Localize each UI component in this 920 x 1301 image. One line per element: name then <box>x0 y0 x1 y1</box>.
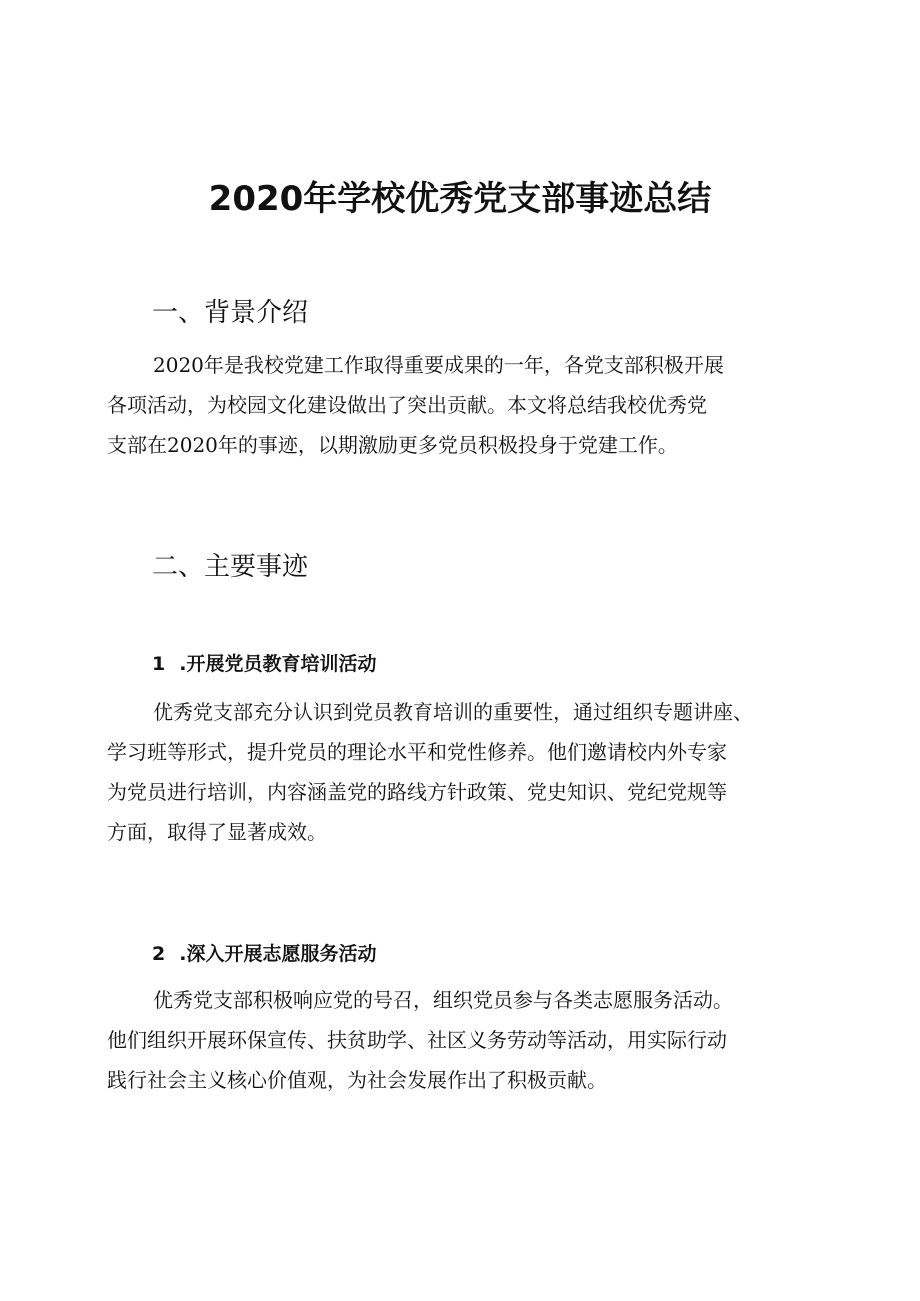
section-heading-main-deeds: 二、主要事迹 <box>152 552 309 582</box>
paragraph-line: 各项活动，为校园文化建设做出了突出贡献。本文将总结我校优秀党 <box>107 393 707 417</box>
paragraph-line: 方面，取得了显著成效。 <box>107 820 327 844</box>
paragraph-line: 学习班等形式，提升党员的理论水平和党性修养。他们邀请校内外专家 <box>107 740 727 764</box>
item-title: .开展党员教育培训活动 <box>179 653 377 675</box>
section-paragraph-background <box>107 345 724 465</box>
item-number: 2 <box>152 943 166 965</box>
item-heading-training <box>152 650 376 678</box>
document-title: 2020年学校优秀党支部事迹总结 <box>208 179 712 219</box>
item-title: .深入开展志愿服务活动 <box>179 943 377 965</box>
item-paragraph-volunteer <box>107 980 733 1100</box>
paragraph-line: 他们组织开展环保宣传、扶贫助学、社区义务劳动等活动，用实际行动 <box>107 1028 727 1052</box>
paragraph-line: 支部在2020年的事迹，以期激励更多党员积极投身于党建工作。 <box>107 433 678 457</box>
paragraph-line: 践行社会主义核心价值观，为社会发展作出了积极贡献。 <box>107 1068 607 1092</box>
paragraph-line: 为党员进行培训，内容涵盖党的路线方针政策、党史知识、党纪党规等 <box>107 780 727 804</box>
item-heading-volunteer <box>152 940 376 968</box>
section-heading-background: 一、背景介绍 <box>152 298 309 328</box>
paragraph-line: 优秀党支部充分认识到党员教育培训的重要性，通过组织专题讲座、 <box>153 700 753 724</box>
item-number: 1 <box>152 653 166 675</box>
paragraph-line: 2020年是我校党建工作取得重要成果的一年，各党支部积极开展 <box>153 353 724 377</box>
item-paragraph-training <box>107 692 753 852</box>
paragraph-line: 优秀党支部积极响应党的号召，组织党员参与各类志愿服务活动。 <box>153 988 733 1012</box>
